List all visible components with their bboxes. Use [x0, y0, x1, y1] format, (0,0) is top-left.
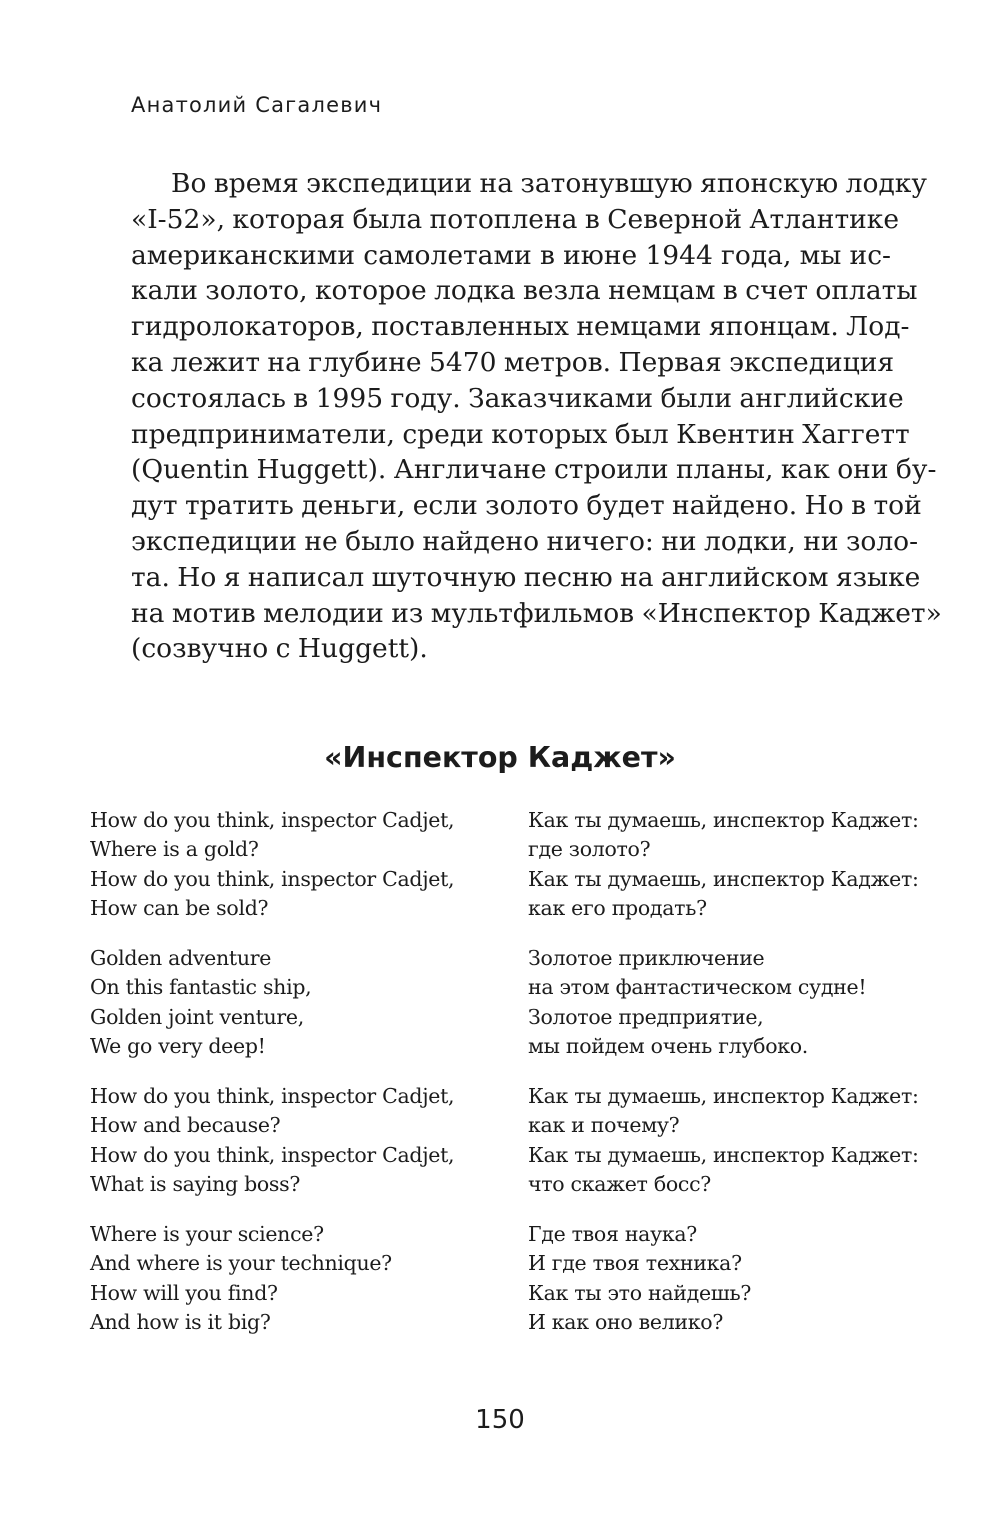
- verse-line: What is saying boss?: [90, 1171, 301, 1196]
- page-number: 150: [475, 1405, 525, 1435]
- prose-line: Во время экспедиции на затонувшую японскую лодку: [171, 168, 927, 199]
- verse-line: On this fantastic ship,: [90, 975, 312, 1000]
- prose-paragraph: [131, 166, 942, 667]
- verse-line: Как ты думаешь, инспектор Каджет:: [528, 866, 919, 891]
- verse-line: How will you find?: [90, 1280, 278, 1305]
- verse-line: How and because?: [90, 1113, 281, 1138]
- russian-stanza-2: [528, 944, 866, 1061]
- prose-line: «I-52», которая была потоплена в Северной Атлантике: [131, 203, 900, 235]
- english-stanza-4: [90, 1220, 392, 1337]
- russian-stanza-3: [528, 1082, 919, 1199]
- verse-line: And how is it big?: [90, 1309, 271, 1334]
- verse-line: How do you think, inspector Cadjet,: [90, 808, 455, 832]
- verse-line: где золото?: [528, 837, 651, 862]
- verse-line: Золотое приключение: [528, 946, 765, 970]
- verse-line: Как ты думаешь, инспектор Каджет:: [528, 808, 919, 832]
- verse-line: Где твоя наука?: [528, 1222, 697, 1246]
- verse-line: что скажет босс?: [528, 1171, 711, 1196]
- verse-line: как его продать?: [528, 895, 707, 920]
- verse-line: Where is your science?: [90, 1222, 324, 1246]
- english-stanza-2: [90, 944, 311, 1061]
- russian-stanza-4: [528, 1220, 751, 1337]
- verse-line: как и почему?: [528, 1113, 680, 1138]
- verse-line: Как ты это найдешь?: [528, 1280, 752, 1305]
- verse-line: How do you think, inspector Cadjet,: [90, 866, 455, 891]
- verse-line: How can be sold?: [90, 895, 269, 920]
- prose-line: на мотив мелодии из мультфильмов «Инспектор Каджет»: [131, 597, 942, 629]
- verse-line: Golden adventure: [90, 946, 272, 970]
- english-stanza-1: [90, 806, 454, 923]
- prose-line: экспедиции не было найдено ничего: ни лодки, ни золо-: [131, 525, 919, 557]
- verse-line: на этом фантастическом судне!: [528, 975, 867, 1000]
- english-stanza-3: [90, 1082, 454, 1199]
- prose-line: американскими самолетами в июне 1944 года, мы ис-: [131, 239, 891, 271]
- verse-line: Where is a gold?: [90, 837, 259, 862]
- prose-line: та. Но я написал шуточную песню на английском языке: [131, 561, 921, 593]
- prose-line: ка лежит на глубине 5470 метров. Первая экспедиция: [131, 346, 895, 378]
- russian-stanza-1: [528, 806, 919, 923]
- prose-line: гидролокаторов, поставленных немцами японцам. Лод-: [131, 311, 910, 343]
- prose-line: состоялась в 1995 году. Заказчиками были английские: [131, 382, 904, 414]
- song-title: «Инспектор Каджет»: [324, 741, 676, 774]
- verse-line: И где твоя техника?: [528, 1251, 742, 1276]
- verse-line: Золотое предприятие,: [528, 1004, 764, 1029]
- verse-line: мы пойдем очень глубоко.: [528, 1033, 809, 1058]
- verse-line: И как оно велико?: [528, 1309, 724, 1334]
- verse-line: Golden joint venture,: [90, 1004, 304, 1029]
- prose-line: дут тратить деньги, если золото будет найдено. Но в той: [131, 490, 922, 522]
- verse-line: We go very deep!: [90, 1033, 266, 1058]
- prose-line: кали золото, которое лодка везла немцам в счет оплаты: [131, 275, 918, 307]
- prose-line: (Quentin Huggett). Англичане строили планы, как они бу-: [131, 454, 937, 486]
- verse-line: Как ты думаешь, инспектор Каджет:: [528, 1142, 919, 1167]
- prose-line: (созвучно с Huggett).: [131, 633, 428, 665]
- running-header-author: Анатолий Сагалевич: [131, 93, 383, 117]
- prose-line: предприниматели, среди которых был Квентин Хаггетт: [131, 418, 910, 450]
- verse-line: How do you think, inspector Cadjet,: [90, 1142, 455, 1167]
- verse-line: How do you think, inspector Cadjet,: [90, 1084, 455, 1108]
- verse-line: And where is your technique?: [90, 1251, 392, 1276]
- verse-line: Как ты думаешь, инспектор Каджет:: [528, 1084, 919, 1108]
